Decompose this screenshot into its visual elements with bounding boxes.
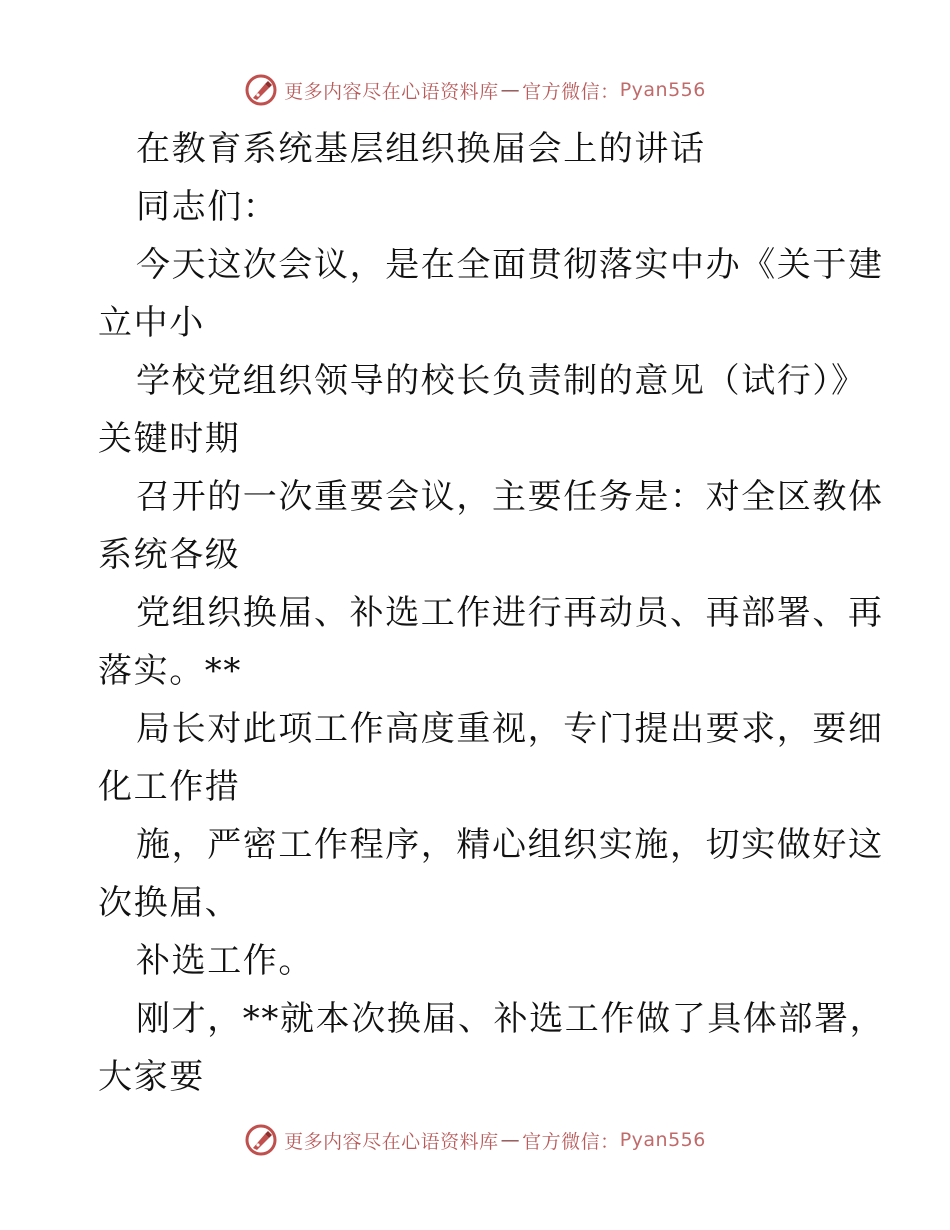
- watermark-text: 更多内容尽在心语资料库: [284, 80, 499, 103]
- text-line: 立中小: [98, 303, 205, 343]
- pen-nib-logo-icon: [244, 1123, 278, 1157]
- text-line: 今天这次会议，是在全面贯彻落实中办《关于建: [136, 245, 884, 285]
- salutation: 同志们：: [136, 187, 279, 227]
- text-line: 党组织换届、补选工作进行再动员、再部署、再: [136, 593, 884, 633]
- text-line: 学校党组织领导的校长负责制的意见（试行）》: [136, 361, 867, 401]
- header-watermark: [0, 70, 950, 110]
- text-line: 局长对此项工作高度重视，专门提出要求，要细: [136, 709, 884, 749]
- text-line: 补选工作。: [136, 941, 314, 981]
- pen-nib-logo-icon: [244, 73, 278, 107]
- footer-watermark: [0, 1120, 950, 1160]
- watermark-text: 更多内容尽在心语资料库: [284, 1130, 499, 1153]
- text-line: 关键时期: [98, 419, 241, 459]
- watermark-wechat-label: 官方微信：: [522, 80, 620, 103]
- watermark-separator: —: [500, 1129, 521, 1151]
- watermark-wechat-id: Pyan556: [619, 79, 706, 101]
- text-line: 大家要: [98, 1057, 205, 1097]
- watermark-wechat-id: Pyan556: [619, 1129, 706, 1151]
- text-line: 化工作措: [98, 767, 241, 807]
- watermark-wechat-label: 官方微信：: [522, 1130, 620, 1153]
- text-line: 召开的一次重要会议，主要任务是：对全区教体: [136, 477, 884, 517]
- text-line: 落实。**: [98, 651, 242, 691]
- text-line: 系统各级: [98, 535, 241, 575]
- text-line: 次换届、: [98, 883, 241, 923]
- watermark-separator: —: [500, 79, 521, 101]
- document-title: 在教育系统基层组织换届会上的讲话: [136, 129, 706, 169]
- text-line: 施，严密工作程序，精心组织实施，切实做好这: [136, 825, 884, 865]
- document-body: [98, 120, 886, 1106]
- text-line: 刚才，**就本次换届、补选工作做了具体部署，: [136, 999, 886, 1039]
